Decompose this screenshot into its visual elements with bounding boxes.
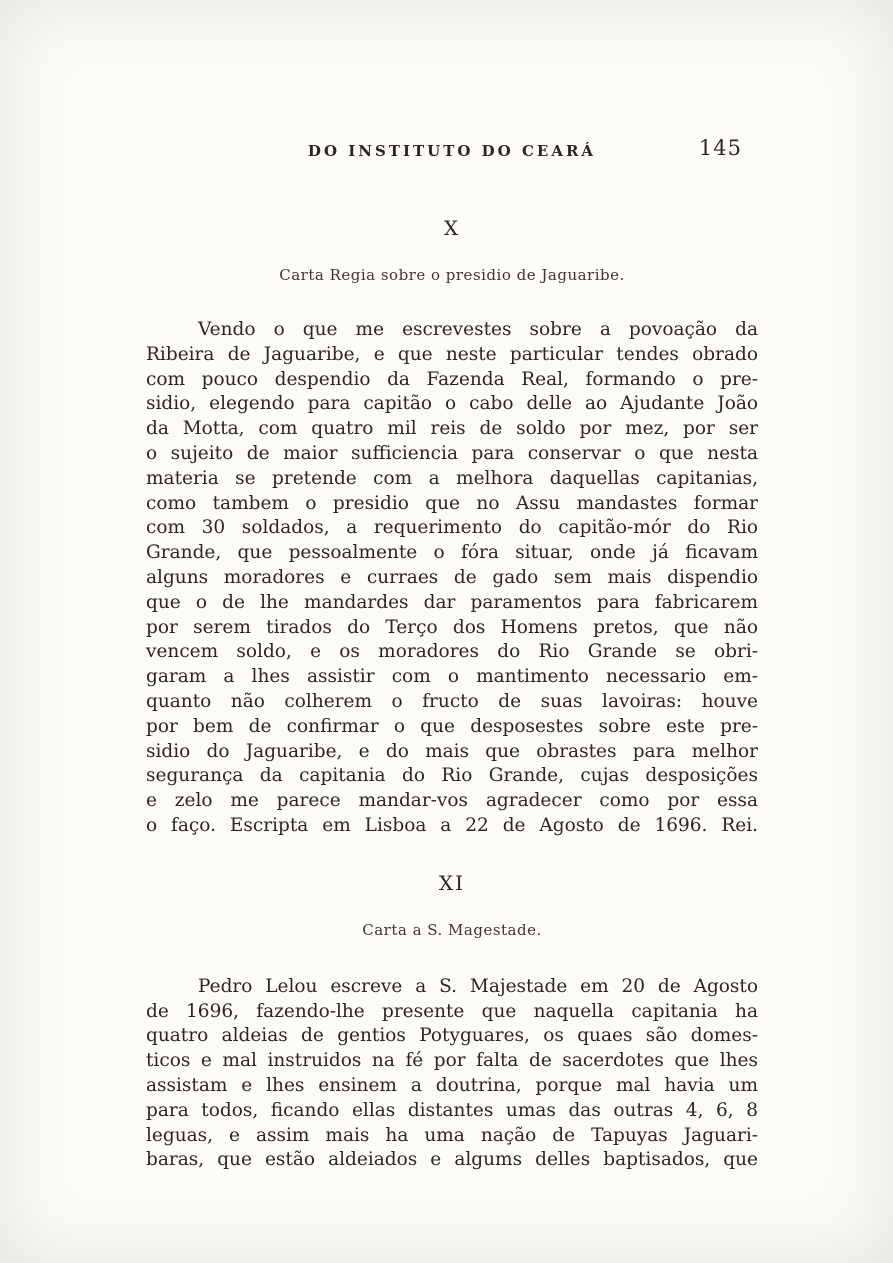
text-line: Ribeira de Jaguaribe, e que neste particular tendes obrado — [146, 343, 758, 365]
text-line: com pouco despendio da Fazenda Real, formando o pre- — [146, 368, 758, 390]
text-line: o faço. Escripta em Lisboa a 22 de Agosto de 1696. Rei. — [146, 814, 758, 836]
section-xi-number: XI — [438, 870, 466, 895]
text-line: com 30 soldados, a requerimento do capitão-mór do Rio — [146, 517, 758, 539]
text-line: para todos, ficando ellas distantes umas das outras 4, 6, 8 — [146, 1099, 758, 1121]
text-line: de 1696, fazendo-lhe presente que naquella capitania ha — [146, 1000, 758, 1022]
text-line: Vendo o que me escrevestes sobre a povoação da — [198, 319, 758, 340]
text-line: da Motta, com quatro mil reis de soldo por mez, por ser — [146, 418, 758, 440]
text-line: o sujeito de maior sufficiencia para conservar o que nesta — [146, 442, 758, 464]
text-line: quatro aldeias de gentios Potyguares, os quaes são domes- — [146, 1025, 758, 1047]
page-number: 145 — [698, 136, 742, 160]
text-line: segurança da capitania do Rio Grande, cujas desposições — [146, 765, 758, 787]
text-line: quanto não colherem o fructo de suas lavoiras: houve — [146, 690, 758, 712]
text-line: Pedro Lelou escreve a S. Majestade em 20 de Agosto — [198, 975, 758, 997]
section-xi — [146, 871, 758, 1173]
text-line: sidio, elegendo para capitão o cabo delle ao Ajudante João — [146, 393, 758, 415]
text-line: sidio do Jaguaribe, e do mais que obrastes para melhor — [146, 740, 758, 762]
text-line: que o de lhe mandardes dar paramentos para fabricarem — [146, 591, 758, 613]
text-line: assistam e lhes ensinem a doutrina, porque mal havia um — [146, 1074, 758, 1096]
text-line: baras, que estão aldeiados e algums delles baptisados, que — [146, 1149, 758, 1171]
text-line: por serem tirados do Terço dos Homens pretos, que não — [146, 616, 758, 638]
section-x — [146, 216, 758, 839]
section-xi-subtitle: Carta a S. Magestade. — [362, 920, 542, 939]
text-line: garam a lhes assistir com o mantimento necessario em- — [146, 666, 758, 688]
text-line: Grande, que pessoalmente o fóra situar, onde já ficavam — [146, 542, 758, 564]
text-line: leguas, e assim mais ha uma nação de Tapuyas Jaguari- — [146, 1124, 758, 1146]
page-content — [146, 136, 758, 1173]
section-x-number: X — [443, 216, 461, 240]
text-line: alguns moradores e curraes de gado sem mais dispendio — [146, 566, 758, 588]
section-x-subtitle: Carta Regia sobre o presidio de Jaguaribe. — [279, 266, 625, 284]
text-line: e zelo me parece mandar-vos agradecer como por essa — [146, 790, 758, 812]
text-line: por bem de confirmar o que desposestes sobre este pre- — [146, 715, 758, 737]
section-x-body — [146, 318, 758, 839]
section-xi-body — [146, 975, 758, 1173]
page-header — [146, 136, 758, 166]
text-line: ticos e mal instruidos na fé por falta de sacerdotes que lhes — [146, 1050, 758, 1072]
text-line: como tambem o presidio que no Assu mandastes formar — [146, 492, 758, 514]
text-line: vencem soldo, e os moradores do Rio Grande se obri- — [146, 641, 758, 663]
running-title: DO INSTITUTO DO CEARÁ — [307, 142, 597, 160]
text-line: materia se pretende com a melhora daquellas capitanias, — [146, 467, 758, 489]
